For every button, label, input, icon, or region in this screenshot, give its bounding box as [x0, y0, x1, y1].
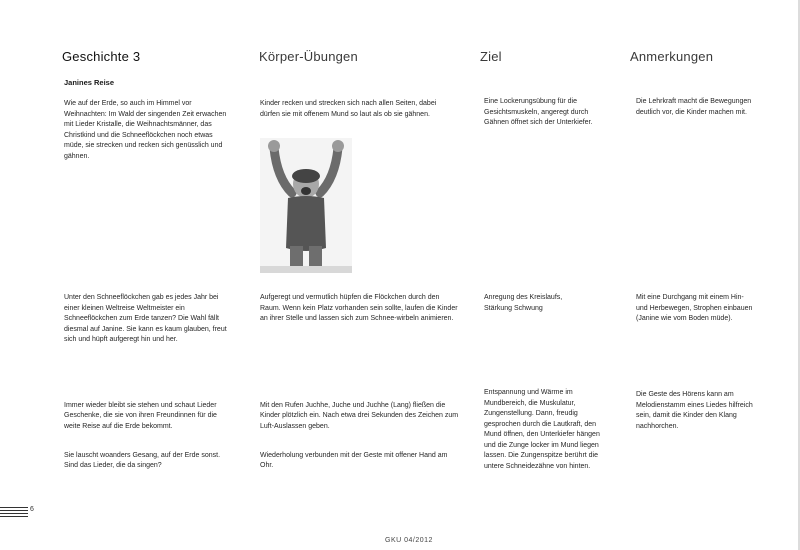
- header-geschichte: Geschichte 3: [62, 49, 141, 64]
- row3-exercise-part2: Wiederholung verbunden mit der Geste mit offener Hand am Ohr.: [260, 451, 448, 469]
- row3-notes: Die Geste des Hörens kann am Melodienstamm eines Liedes hilfreich sein, damit die Kinder den Klang nachhorchen.: [636, 391, 753, 430]
- row1-story: Wie auf der Erde, so auch im Himmel vor Weihnachten: Im Wald der singenden Zeit erwachen mit Lieder Kristalle, die Weihnachtsmänner, das Christkind und die Schneeflöckchen noch etwas müde, sie strecken und recken sich genüsslich und gähnen.: [64, 100, 227, 160]
- row3-story-part1: Immer wieder bleibt sie stehen und schaut Lieder Geschenke, die sie von ihren Freundinnen für die weite Reise auf die Erde bekommt.: [64, 401, 217, 430]
- row1-notes: Die Lehrkraft macht die Bewegungen deutlich vor, die Kinder machen mit.: [636, 98, 752, 116]
- row3-exercise-part1: Mit den Rufen Juchhe, Juche und Juchhe (Lang) fließen die Kinder plötzlich ein. Nach etwa drei Sekunden des Zeichen zum Luft-Auslassen geben.: [260, 401, 459, 430]
- row1-exercise: Kinder recken und strecken sich nach allen Seiten, dabei dürfen sie mit offenem Mund so laut als ob sie gähnen.: [260, 100, 437, 118]
- row1-goal: Eine Lockerungsübung für die Gesichtsmuskeln, angeregt durch Gähnen öffnet sich der Unterkiefer.: [484, 98, 593, 126]
- header-ziel: Ziel: [480, 49, 502, 64]
- story-subtitle: Janines Reise: [64, 78, 115, 87]
- row2-exercise: Aufgeregt und vermutlich hüpfen die Flöckchen durch den Raum. Wenn kein Platz vorhanden sein sollte, laufen die Kinder an ihrer Stelle und lassen sich zum Schnee-wirbeln animieren.: [260, 294, 458, 322]
- row2-notes: Mit eine Durchgang mit einem Hin- und Herbewegen, Strophen einbauen (Janine wie vom Boden müde).: [636, 294, 753, 322]
- row3-goal: Entspannung und Wärme im Mundbereich, die Muskulatur, Zungenstellung. Dann, freudig gesprochen durch die Lautkraft, den Mund öffnen, den Unterkiefer hängen und die Zunge locker im Mund liegen lassen. Die Zungenspitze berührt die untere Schneidezähne von hinten.: [484, 389, 600, 470]
- header-anmerkungen: Anmerkungen: [630, 49, 714, 64]
- row2-story: Unter den Schneeflöckchen gab es jedes Jahr bei einer kleinen Weltreise Weltmeister ein Schneeflöckchen zum Erde tanzen? Die Wahl fällt diesmal auf Janine. Sie kann es kaum glauben, freut sich und hüpft aufgeregt hin und her.: [64, 294, 227, 343]
- row3-story: [64, 390, 234, 490]
- page-number: 6: [30, 506, 34, 513]
- child-stretching-photo: [260, 138, 352, 273]
- footer-issue: GKU 04/2012: [385, 537, 433, 544]
- child-photo-icon: [260, 138, 352, 273]
- header-koerper-uebungen: Körper-Übungen: [259, 49, 358, 64]
- page-edge-lines: [0, 507, 28, 519]
- row2-goal: Anregung des Kreislaufs, Stärkung Schwung: [484, 294, 563, 312]
- row3-exercise: [260, 390, 460, 490]
- row3-story-part2: Sie lauscht woanders Gesang, auf der Erde sonst. Sind das Lieder, die da singen?: [64, 451, 221, 469]
